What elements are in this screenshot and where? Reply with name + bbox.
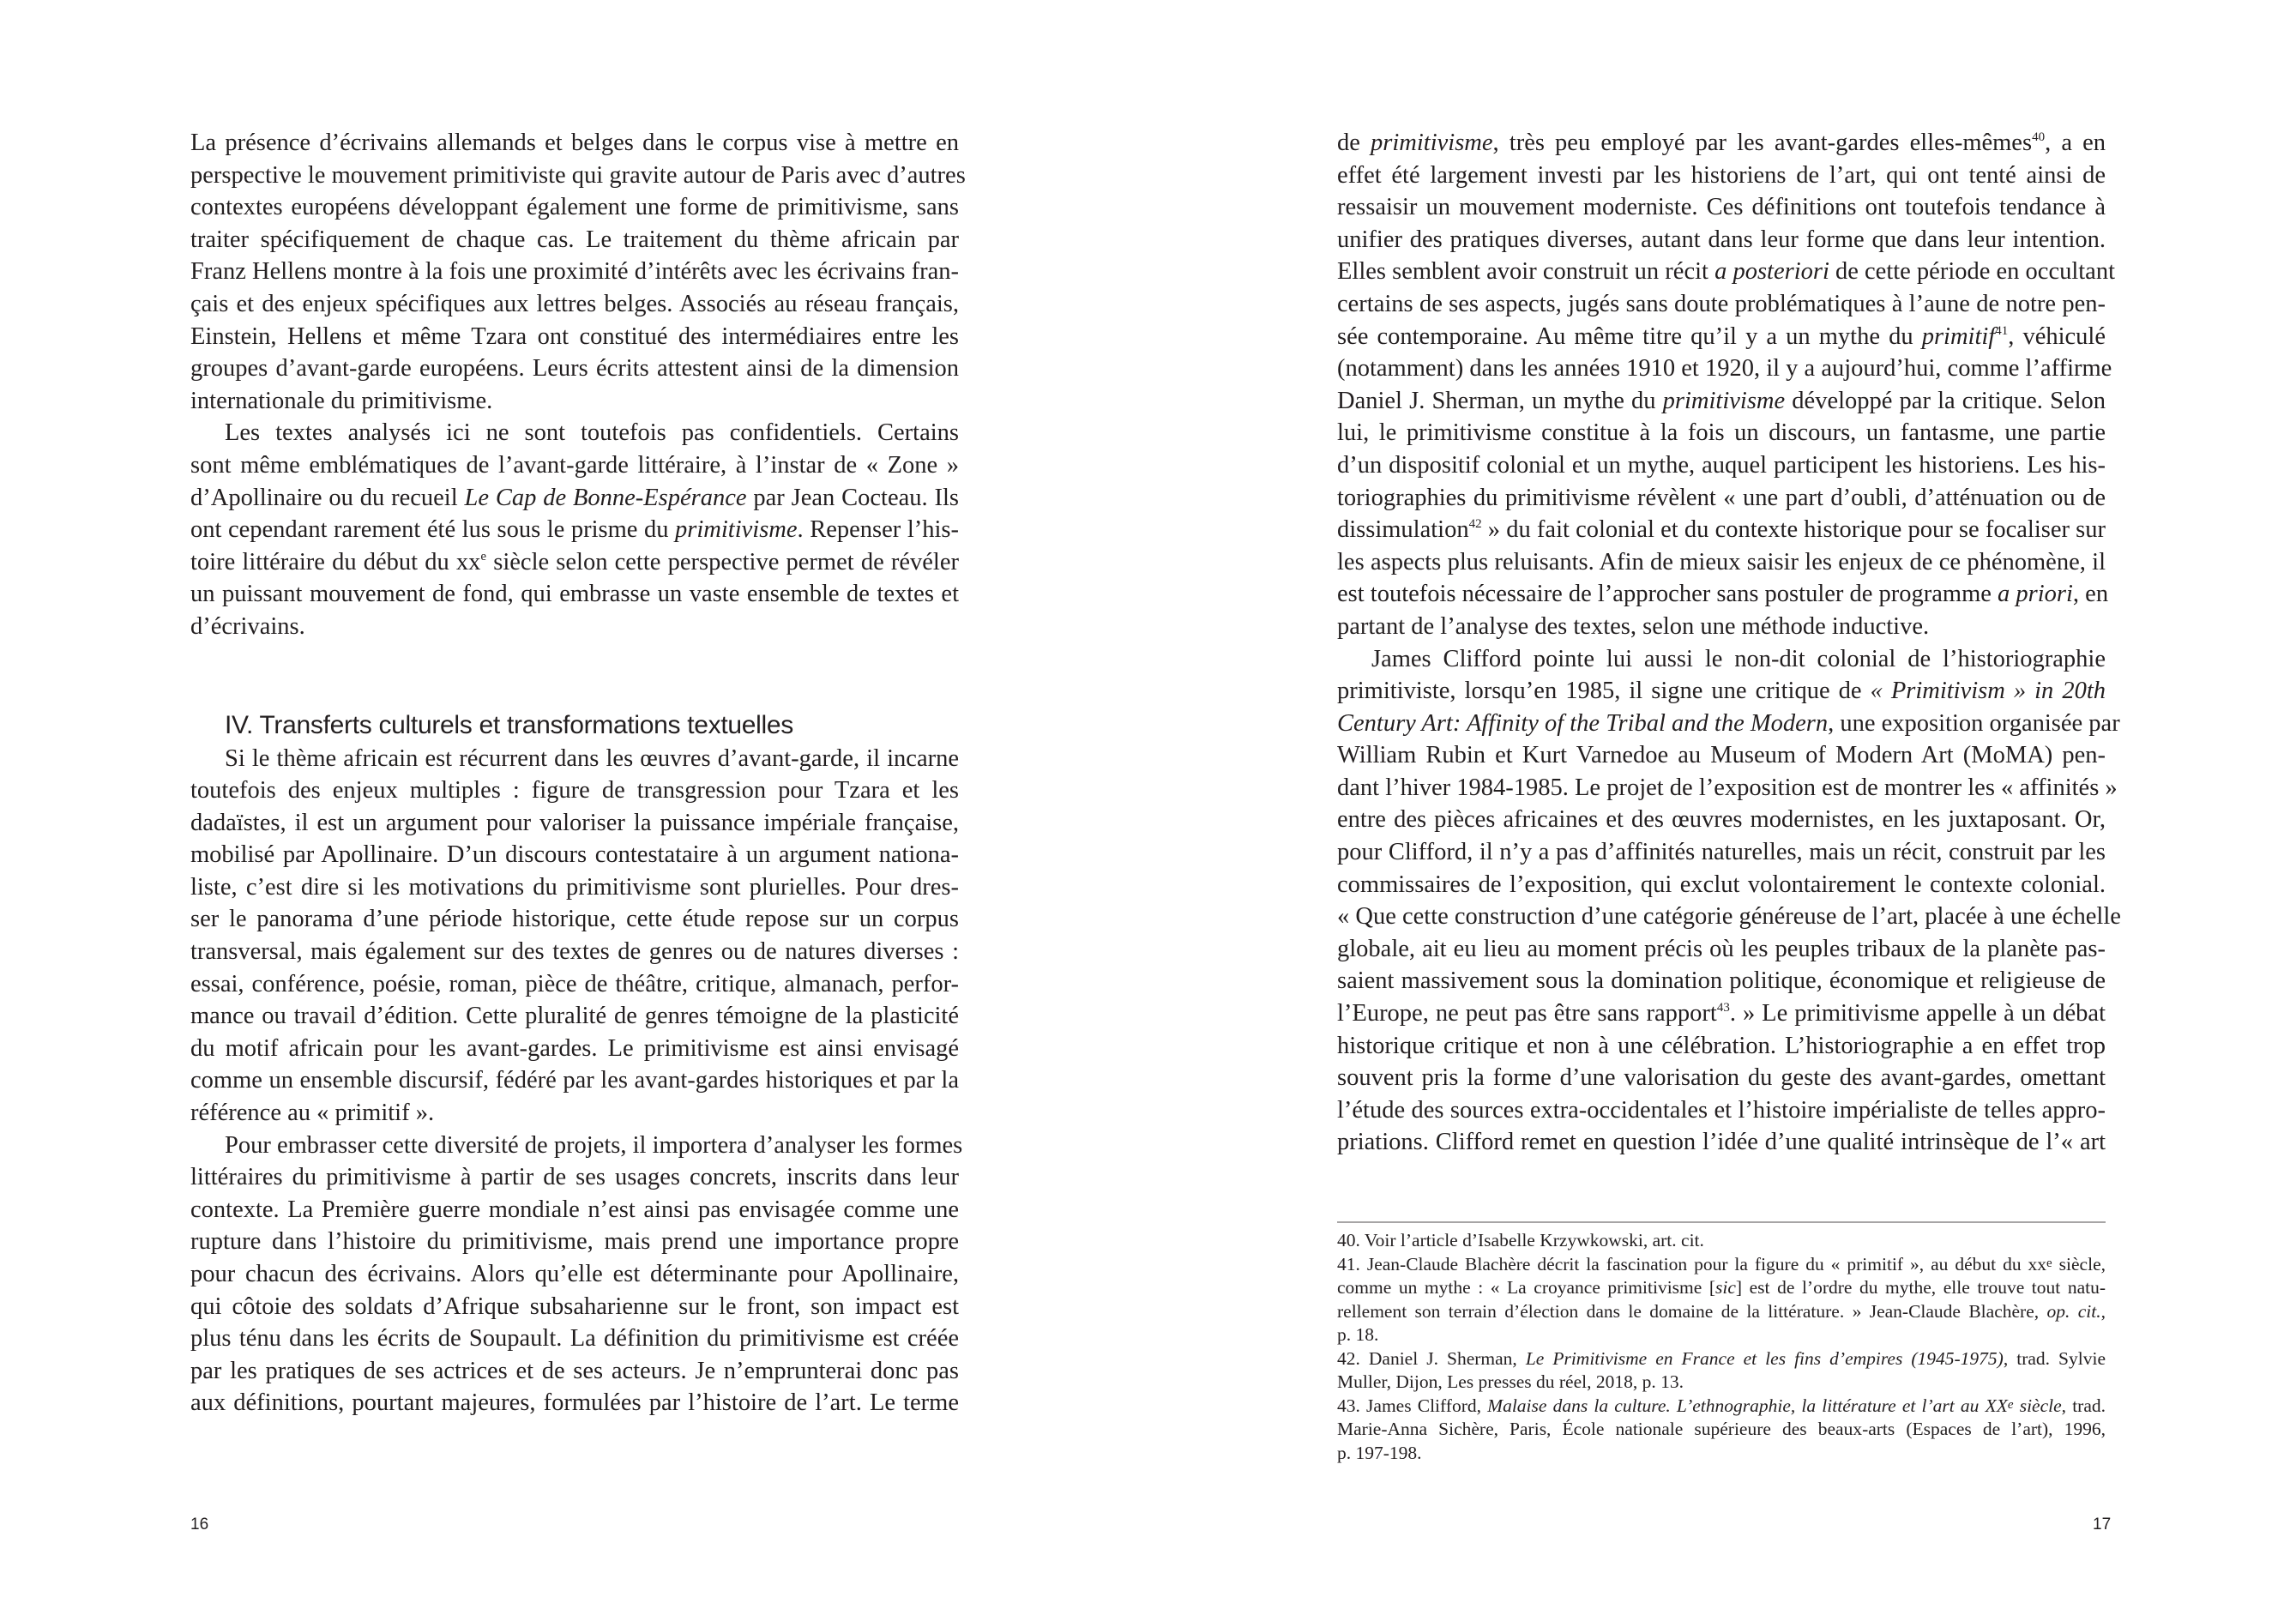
text-line: William Rubin et Kurt Varnedoe au Museum of Modern Art (MoMA) pen- xyxy=(1337,742,2106,769)
page-number: 16 xyxy=(190,1516,209,1534)
text-line: dadaïstes, il est un argument pour valoriser la puissance impériale française, xyxy=(190,809,959,836)
text-line: partant de l’analyse des textes, selon une méthode inductive. xyxy=(1337,612,1930,640)
text-line: entre des pièces africaines et des œuvres modernistes, en les juxtaposant. Or, xyxy=(1337,806,2106,834)
text-line: certains de ses aspects, jugés sans doute problématiques à l’aune de notre pen- xyxy=(1337,290,2106,317)
text-line: James Clifford pointe lui aussi le non-dit colonial de l’historiographie xyxy=(1371,645,2106,672)
text-line: de primitivisme, très peu employé par les avant-gardes elles-mêmes$^{40}$, a en xyxy=(1337,130,2106,156)
text-line: pour Clifford, il n’y a pas d’affinités naturelles, mais un récit, construit par les xyxy=(1337,839,2106,866)
text-line: référence au « primitif ». xyxy=(190,1100,435,1127)
text-line: essai, conférence, poésie, roman, pièce de théâtre, critique, almanach, perfor- xyxy=(190,970,959,997)
footnote-43 xyxy=(1337,1395,2106,1466)
paragraph xyxy=(190,417,959,642)
text-line: historique critique et non à une célébration. L’historiographie a en effet trop xyxy=(1337,1032,2106,1059)
paragraph xyxy=(190,1130,963,1419)
text-line: dant l’hiver 1984-1985. Le projet de l’exposition est de montrer les « affinités » xyxy=(1337,774,2118,801)
text-line: liste, c’est dire si les motivations du primitivisme sont plurielles. Pour dres- xyxy=(190,873,959,901)
text-line: Einstein, Hellens et même Tzara ont constitué des intermédiaires entre les xyxy=(190,322,959,350)
text-line: Pour embrasser cette diversité de projets, il importera d’analyser les formes xyxy=(225,1131,963,1159)
footnote-divider xyxy=(1337,1221,2106,1223)
text-line: mance ou travail d’édition. Cette pluralité de genres témoigne de la plasticité xyxy=(190,1003,959,1030)
text-line: mobilisé par Apollinaire. D’un discours contestataire à un argument nationa- xyxy=(190,841,959,869)
text-line: ressaisir un mouvement moderniste. Ces définitions ont toutefois tendance à xyxy=(1337,194,2106,221)
text-line: lui, le primitivisme constitue à la fois un discours, un fantasme, une partie xyxy=(1337,419,2106,447)
text-line: d’Apollinaire ou du recueil Le Cap de Bonne-Espérance par Jean Cocteau. Ils xyxy=(190,484,959,511)
text-line: effet été largement investi par les historiens de l’art, qui ont tenté ainsi de xyxy=(1337,161,2106,189)
text-line: Si le thème africain est récurrent dans les œuvres d’avant-garde, il incarne xyxy=(225,744,959,772)
left-page-body xyxy=(190,127,966,1419)
text-line: 41. Jean-Claude Blachère décrit la fascination pour la figure du « primitif », au début du $xx^e$ siècle, xyxy=(1337,1253,2106,1275)
text-line: souvent pris la forme d’une valorisation du geste des avant-gardes, omettant xyxy=(1337,1064,2106,1092)
text-line: Muller, Dijon, Les presses du réel, 2018, p. 13. xyxy=(1337,1371,1684,1392)
text-line: toutefois des enjeux multiples : figure de transgression pour Tzara et les xyxy=(190,777,959,804)
paragraph xyxy=(1337,127,2115,643)
section-heading: IV. Transferts culturels et transformations textuelles xyxy=(225,710,793,739)
text-line: globale, ait eu lieu au moment précis où les peuples tribaux de la planète pas- xyxy=(1337,935,2106,962)
paragraph xyxy=(190,743,959,1130)
page-number: 17 xyxy=(2093,1516,2112,1534)
text-line: (notamment) dans les années 1910 et 1920, il y a aujourd’hui, comme l’affirme xyxy=(1337,355,2112,383)
text-line: perspective le mouvement primitiviste qui gravite autour de Paris avec d’autres xyxy=(190,161,966,189)
text-line: sont même emblématiques de l’avant-garde littéraire, à l’instar de « Zone » xyxy=(190,451,959,479)
text-line: 40. Voir l’article d’Isabelle Krzywkowski, art. cit. xyxy=(1337,1230,1704,1250)
text-line: l’Europe, ne peut pas être sans rapport$^{43}$. » Le primitivisme appelle à un débat xyxy=(1337,1000,2106,1027)
text-line: primitiviste, lorsqu’en 1985, il signe une critique de « Primitivism » in 20th xyxy=(1337,678,2106,705)
text-line: transversal, mais également sur des textes de genres ou de natures diverses : xyxy=(190,938,959,966)
text-line: Les textes analysés ici ne sont toutefois pas confidentiels. Certains xyxy=(225,419,959,447)
footnote-40 xyxy=(1337,1229,2106,1253)
text-line: les aspects plus reluisants. Afin de mieux saisir les enjeux de ce phénomène, il xyxy=(1337,548,2106,575)
text-line: traiter spécifiquement de chaque cas. Le traitement du thème africain par xyxy=(190,226,959,253)
text-line: sée contemporaine. Au même titre qu’il y a un mythe du primitif$^{41}$, véhiculé xyxy=(1337,322,2106,350)
text-line: « Que cette construction d’une catégorie généreuse de l’art, placée à une échelle xyxy=(1337,903,2121,931)
footnote-41 xyxy=(1337,1253,2106,1347)
text-line: 43. James Clifford, Malaise dans la culture. L’ethnographie, la littérature et l’art au XXe siècle, trad. xyxy=(1337,1395,2106,1416)
text-line: commissaires de l’exposition, qui exclut volontairement le contexte colonial. xyxy=(1337,871,2106,898)
text-line: La présence d’écrivains allemands et belges dans le corpus vise à mettre en xyxy=(190,130,959,156)
text-line: Marie-Anna Sichère, Paris, École nationale supérieure des beaux-arts (Espaces de l’art), 1996, xyxy=(1337,1419,2106,1439)
text-line: rupture dans l’histoire du primitivisme, mais prend une importance propre xyxy=(190,1228,959,1256)
text-line: Franz Hellens montre à la fois une proximité d’intérêts avec les écrivains fran- xyxy=(190,258,959,286)
text-line: groupes d’avant-garde européens. Leurs écrits attestent ainsi de la dimension xyxy=(190,355,959,383)
text-line: aux définitions, pourtant majeures, formulées par l’histoire de l’art. Le terme xyxy=(190,1389,959,1417)
text-line: ont cependant rarement été lus sous le prisme du primitivisme. Repenser l’his- xyxy=(190,516,959,544)
text-line: par les pratiques de ses actrices et de ses acteurs. Je n’emprunterai donc pas xyxy=(190,1357,959,1384)
text-line: Century Art: Affinity of the Tribal and the Modern, une exposition organisée par xyxy=(1337,709,2120,737)
section-spacer xyxy=(190,643,959,708)
text-line: toire littéraire du début du $xx^e$ siècle selon cette perspective permet de révéler xyxy=(190,548,959,575)
text-line: saient massivement sous la domination politique, économique et religieuse de xyxy=(1337,967,2106,995)
right-page-body xyxy=(1337,127,2121,1159)
text-line: p. 18. xyxy=(1337,1324,1379,1345)
text-line: comme un ensemble discursif, fédéré par les avant-gardes historiques et par la xyxy=(190,1067,959,1094)
paragraph xyxy=(190,127,966,417)
footnote-42 xyxy=(1337,1347,2106,1395)
text-line: Daniel J. Sherman, un mythe du primitivisme développé par la critique. Selon xyxy=(1337,387,2106,414)
text-line: contexte. La Première guerre mondiale n’est ainsi pas envisagée comme une xyxy=(190,1196,959,1223)
text-line: toriographies du primitivisme révèlent « une part d’oubli, d’atténuation ou de xyxy=(1337,484,2106,511)
text-line: dissimulation$^{42}$ » du fait colonial et du contexte historique pour se focaliser sur xyxy=(1337,516,2106,544)
text-line: du motif africain pour les avant-gardes. Le primitivisme est ainsi envisagé xyxy=(190,1034,959,1062)
text-line: priations. Clifford remet en question l’idée d’une qualité intrinsèque de l’« art xyxy=(1337,1129,2106,1156)
paragraph xyxy=(1337,643,2121,1160)
right-page xyxy=(1148,0,2296,1621)
text-line: littéraires du primitivisme à partir de ses usages concrets, inscrits dans leur xyxy=(190,1164,959,1191)
text-line: 42. Daniel J. Sherman, Le Primitivisme en France et les fins d’empires (1945-1975), trad. Sylvie xyxy=(1337,1347,2106,1369)
text-line: est toutefois nécessaire de l’approcher sans postuler de programme a priori, en xyxy=(1337,581,2109,608)
text-line: l’étude des sources extra-occidentales et l’histoire impérialiste de telles appro- xyxy=(1337,1096,2106,1124)
text-line: qui côtoie des soldats d’Afrique subsaharienne sur le front, son impact est xyxy=(190,1293,959,1320)
text-line: rellement son terrain d’élection dans le domaine de la littérature. » Jean-Claude Blachère, op. cit., xyxy=(1337,1300,2106,1322)
footnotes xyxy=(1337,1229,2106,1465)
text-line: unifier des pratiques diverses, autant dans leur forme que dans leur intention. xyxy=(1337,226,2106,253)
text-line: d’un dispositif colonial et un mythe, auquel participent les historiens. Les his- xyxy=(1337,451,2106,479)
text-line: ser le panorama d’une période historique, cette étude repose sur un corpus xyxy=(190,906,959,933)
text-line: plus ténu dans les écrits de Soupault. La définition du primitivisme est créée xyxy=(190,1325,959,1353)
text-line: p. 197-198. xyxy=(1337,1442,1422,1463)
text-line: d’écrivains. xyxy=(190,612,305,640)
text-line: contextes européens développant également une forme de primitivisme, sans xyxy=(190,194,959,221)
text-line: comme un mythe : « La croyance primitivisme [sic] est de l’ordre du mythe, elle trouve tout natu- xyxy=(1337,1277,2106,1298)
text-line: internationale du primitivisme. xyxy=(190,387,493,414)
text-line: Elles semblent avoir construit un récit a posteriori de cette période en occultant xyxy=(1337,258,2115,286)
text-line: un puissant mouvement de fond, qui embrasse un vaste ensemble de textes et xyxy=(190,581,959,608)
text-line: pour chacun des écrivains. Alors qu’elle est déterminante pour Apollinaire, xyxy=(190,1261,959,1287)
text-line: çais et des enjeux spécifiques aux lettres belges. Associés au réseau français, xyxy=(190,290,959,317)
